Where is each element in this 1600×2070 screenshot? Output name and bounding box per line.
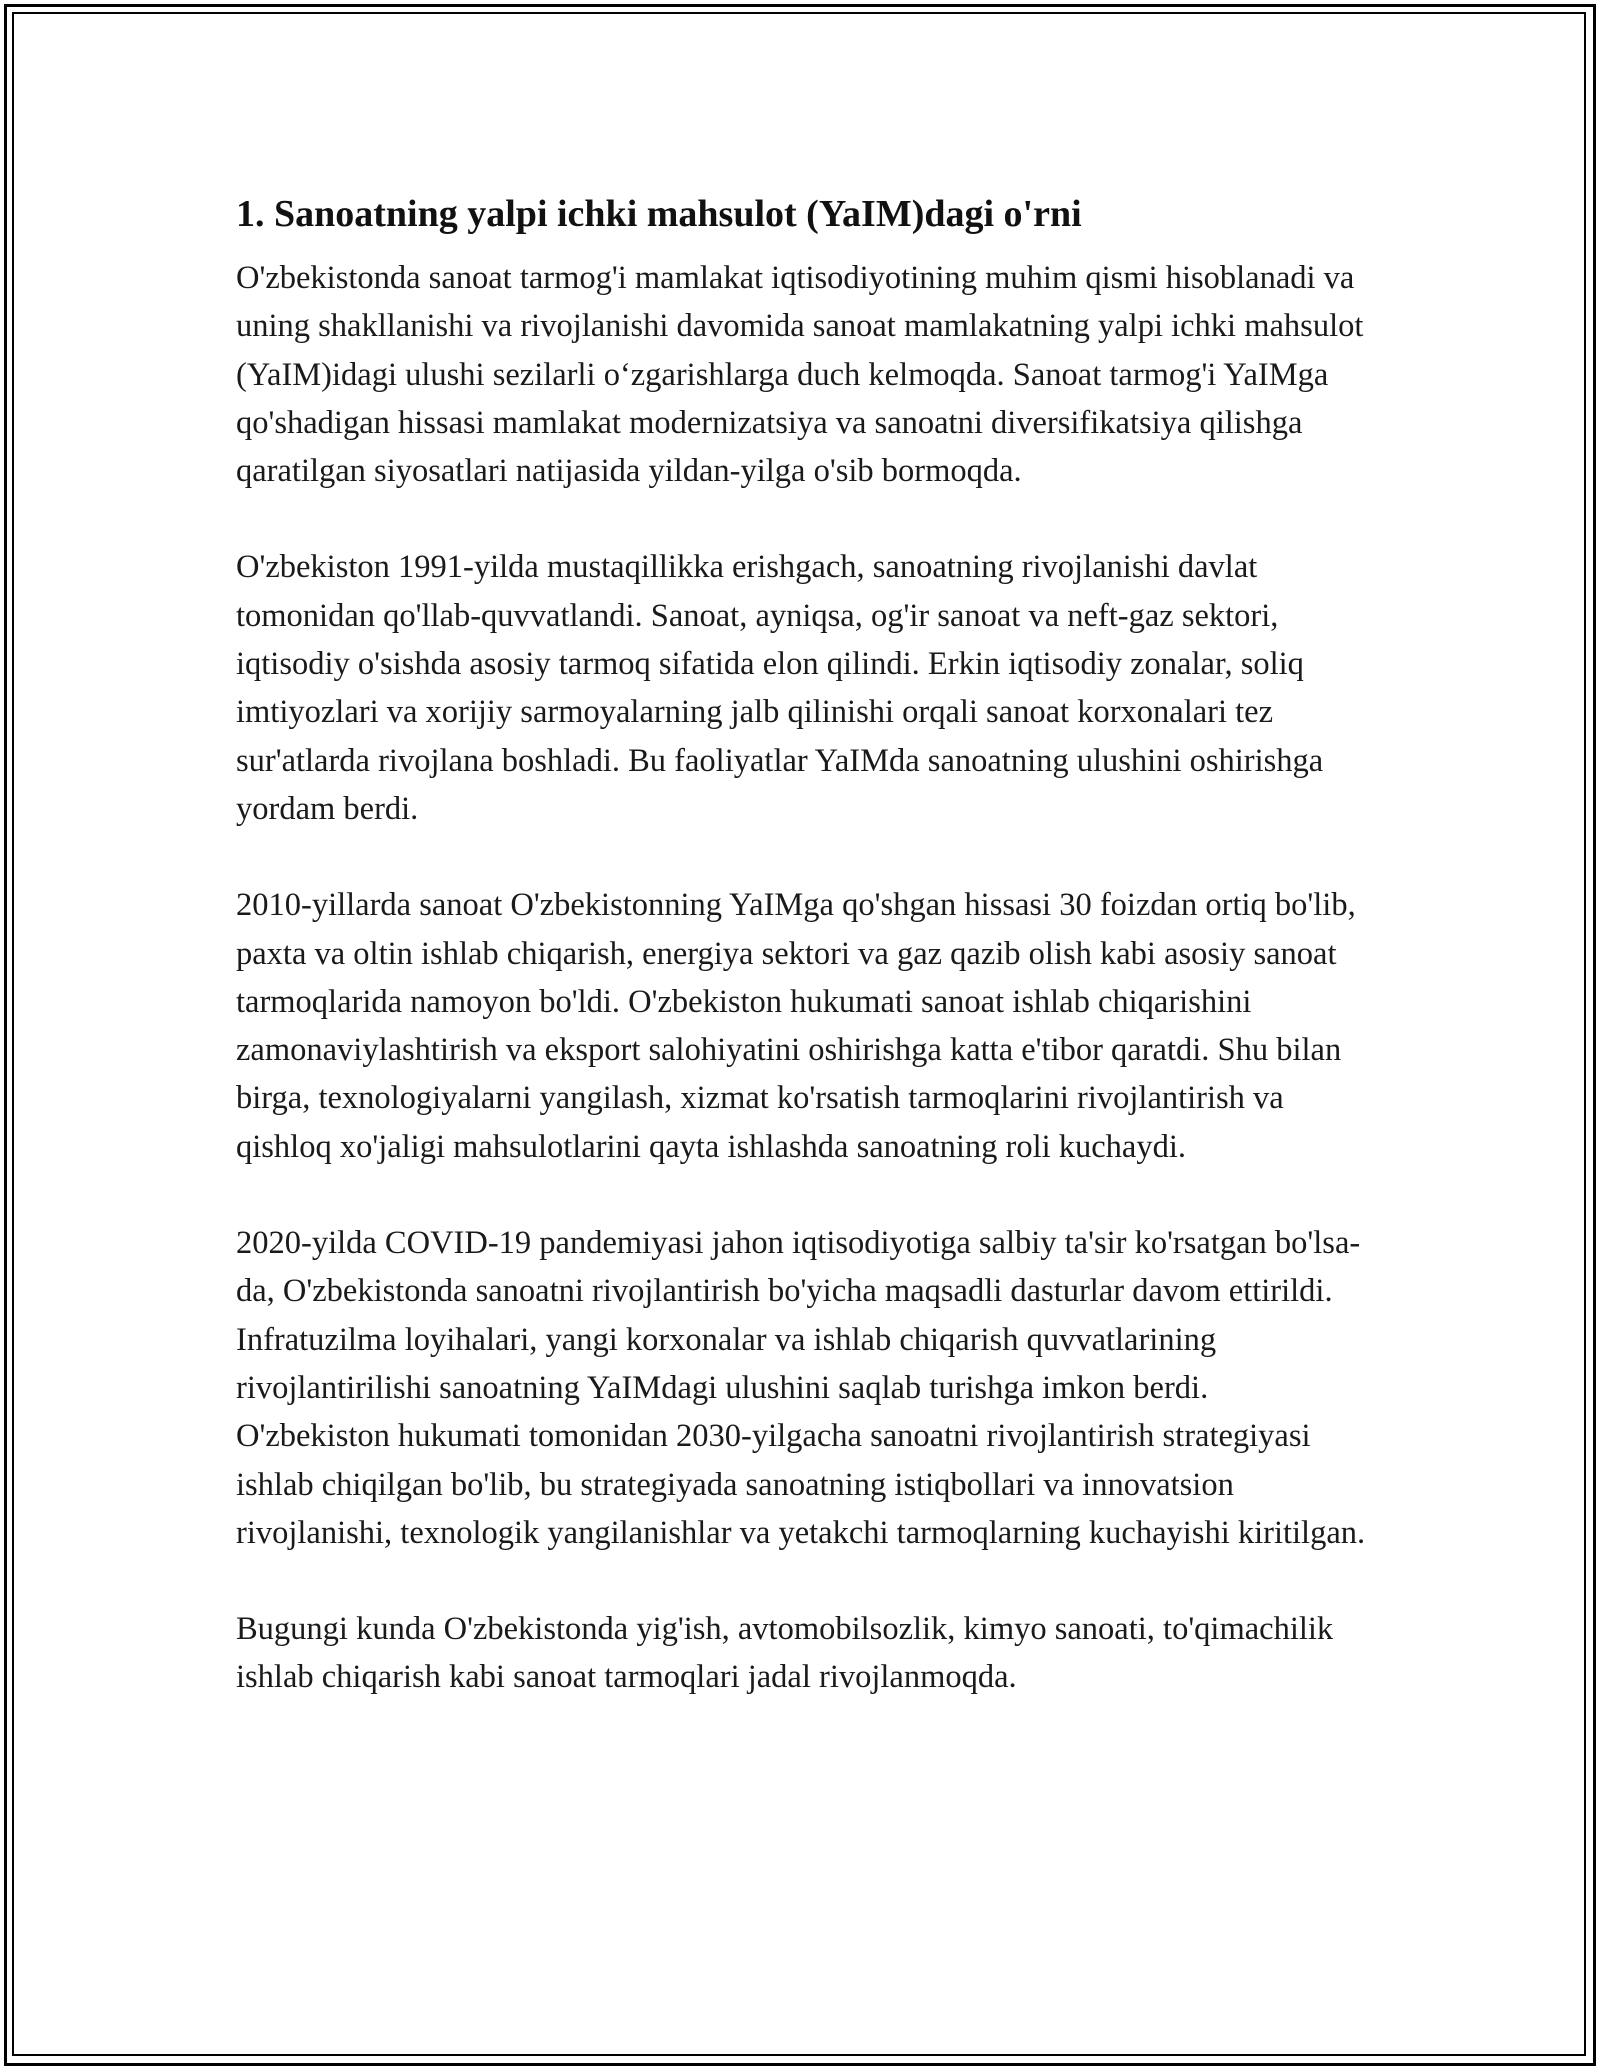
paragraph-3: 2010-yillarda sanoat O'zbekistonning YaIMga qo'shgan hissasi 30 foizdan ortiq bo'lib, paxta va oltin ishlab chiqarish, energiya sektori va gaz qazib olish kabi asosiy sanoat tarmoqlarida namoyon bo'ldi. O'zbekiston hukumati sanoat ishlab chiqarishini zamonaviylashtirish va eksport salohiyatini oshirishga katta e'tibor qaratdi. Shu bilan birga, texnologiyalarni yangilash, xizmat ko'rsatish tarmoqlarini rivojlantirish va qishloq xo'jaligi mahsulotlarini qayta ishlashda sanoatning roli kuchaydi.: [236, 887, 1356, 1165]
paragraph-2: O'zbekiston 1991-yilda mustaqillikka erishgach, sanoatning rivojlanishi davlat tomonidan qo'llab-quvvatlandi. Sanoat, ayniqsa, og'ir sanoat va neft-gaz sektori, iqtisodiy o'sishda asosiy tarmoq sifatida elon qilindi. Erkin iqtisodiy zonalar, soliq imtiyozlari va xorijiy sarmoyalarning jalb qilinishi orqali sanoat korxonalari tez sur'atlarda rivojlana boshladi. Bu faoliyatlar YaIMda sanoatning ulushini oshirishga yordam berdi.: [236, 549, 1324, 827]
paragraph-5: Bugungi kunda O'zbekistonda yig'ish, avtomobilsozlik, kimyo sanoati, to'qimachilik ishlab chiqarish kabi sanoat tarmoqlari jadal rivojlanmoqda.: [236, 1611, 1334, 1696]
paragraph-4: 2020-yilda COVID-19 pandemiyasi jahon iqtisodiyotiga salbiy ta'sir ko'rsatgan bo'lsa-da, O'zbekistonda sanoatni rivojlantirish bo'yicha maqsadli dasturlar davom ettirildi. Infratuzilma loyihalari, yangi korxonalar va ishlab chiqarish quvvatlarining rivojlantirilishi sanoatning YaIMdagi ulushini saqlab turishga imkon berdi. O'zbekiston hukumati tomonidan 2030-yilgacha sanoatni rivojlantirish strategiyasi ishlab chiqilgan bo'lib, bu strategiyada sanoatning istiqbollari va innovatsion rivojlanishi, texnologik yangilanishlar va yetakchi tarmoqlarning kuchayishi kiritilgan.: [236, 1225, 1366, 1551]
document-body: [236, 186, 1366, 1750]
section-heading: 1. Sanoatning yalpi ichki mahsulot (YaIM)dagi o'rni: [236, 193, 1082, 235]
paragraph-1: O'zbekistonda sanoat tarmog'i mamlakat iqtisodiyotining muhim qismi hisoblanadi va uning shakllanishi va rivojlanishi davomida sanoat mamlakatning yalpi ichki mahsulot (YaIM)idagi ulushi sezilarli o‘zgarishlarga duch kelmoqda. Sanoat tarmog'i YaIMga qo'shadigan hissasi mamlakat modernizatsiya va sanoatni diversifikatsiya qilishga qaratilgan siyosatlari natijasida yildan-yilga o'sib bormoqda.: [236, 260, 1364, 490]
